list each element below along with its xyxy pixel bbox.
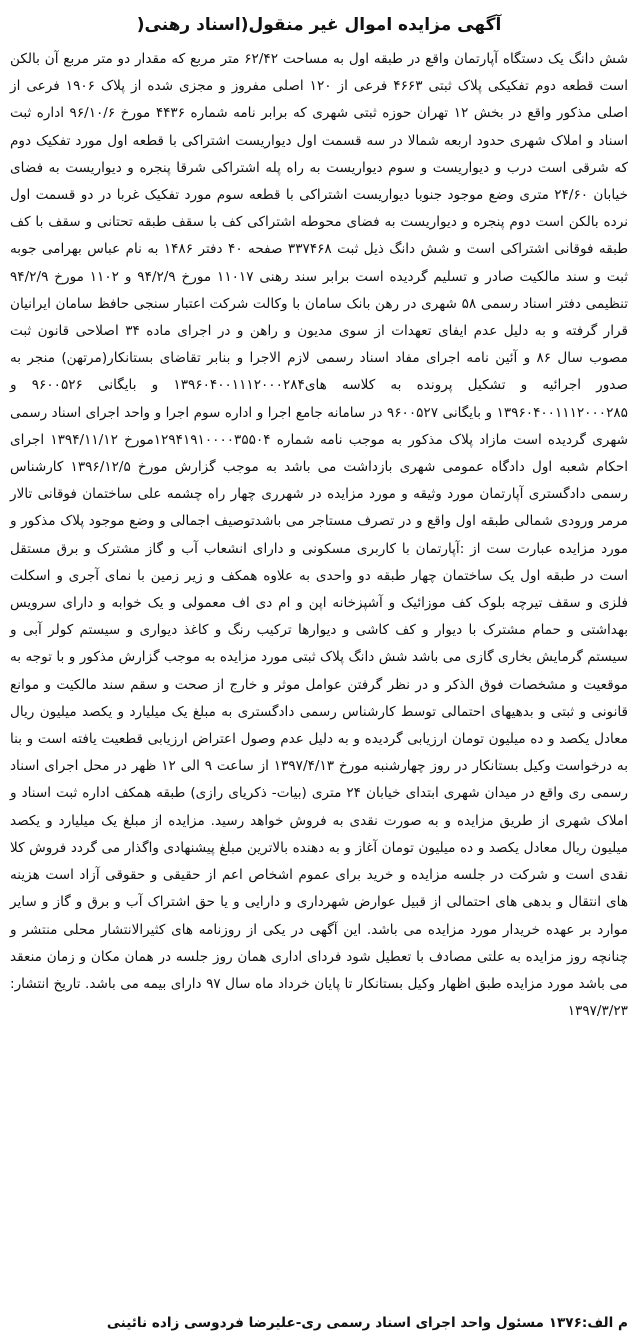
- notice-signature: م الف:۱۳۷۶ مسئول واحد اجرای اسناد رسمی ری-علیرضا فردوسی زاده نائینی: [106, 1315, 628, 1331]
- notice-title: آگهی مزایده اموال غیر منقول(اسناد رهنی(: [136, 15, 502, 35]
- notice-body: شش دانگ یک دستگاه آپارتمان واقع در طبقه اول به مساحت ۶۲/۴۲ متر مربع که مقدار دو متر مربع آن بالکن است قطعه دوم تفکیکی پلاک ثبتی ۴۶۶۳ فرعی از ۱۲۰ اصلی مفروز و مجزی شده از پلاک ۱۹۰۶ فرعی از اصلی مذکور واقع در بخش ۱۲ تهران حوزه ثبتی شهری که برابر نامه شماره ۴۴۳۶ مورخ ۹۶/۱۰/۶ اداره ثبت اسناد و املاک شهری حدود اربعه شمالا در سه قسمت اول دیواریست اشتراکی با قطعه اول مورد تفکیک دوم که شرقی است درب و دیواریست و سوم دیواریست به راه پله اشتراکی شرقا پنجره و دیواریست به فضای خیابان ۲۴/۶۰ متری وضع موجود جنوبا دیواریست اشتراکی با قطعه سوم مورد تفکیک غربا در دو قسمت اول نرده بالکن است دوم پنجره و دیواریست به فضای محوطه اشتراکی کف با سقف طبقه تحتانی و سقف با کف طبقه فوقانی اشتراکی است و شش دانگ ذیل ثبت ۳۳۷۴۶۸ صفحه ۴۰ دفتر ۱۴۸۶ به نام عباس بهرامی جوبه ثبت و سند مالکیت صادر و تسلیم گردیده است برابر سند رهنی ۱۱۰۱۷ مورخ ۹۴/۲/۹ و ۱۱۰۲ مورخ ۹۴/۲/۹ تنظیمی دفتر اسناد رسمی ۵۸ شهری در رهن بانک سامان با وکالت شرکت اعتبار سنجی حافظ سامان ایرانیان قرار گرفته و به دلیل عدم ایفای تعهدات از سوی مدیون و راهن و در اجرای ماده ۳۴ اصلاحی قانون ثبت مصوب سال ۸۶ و آئین نامه اجرای مفاد اسناد رسمی لازم الاجرا و بنابر تقاضای بستانکار(مرتهن) منجر به صدور اجرائیه و تشکیل پرونده به کلاسه های۱۳۹۶۰۴۰۰۱۱۱۲۰۰۰۲۸۴ و بایگانی ۹۶۰۰۵۲۶ و ۱۳۹۶۰۴۰۰۱۱۱۲۰۰۰۲۸۵ و بایگانی ۹۶۰۰۵۲۷ در سامانه جامع اجرا و اداره سوم اجرا و واحد اجرای اسناد رسمی شهری گردیده است مازاد پلاک مذکور به موجب نامه شماره ۱۲۹۴۱۹۱۰۰۰۰۳۵۵۰۴مورخ ۱۳۹۴/۱۱/۱۲ اجرای احکام شعبه اول دادگاه عمومی شهری بازداشت می باشد به موجب گزارش مورخ ۱۳۹۶/۱۲/۵ کارشناس رسمی دادگستری آپارتمان مورد وثیقه و مورد مزایده در شهرری چهار راه چشمه علی ساختمان فوقانی تالار مرمر ورودی شمالی طبقه اول واقع و در تصرف مستاجر می باشدتوصیف اجمالی و وضع موجود پلاک مذکور و مورد مزایده عبارت ست از :آپارتمان با کاربری مسکونی و دارای انشعاب آب و گاز مشترک و برق مستقل است در طبقه اول یک ساختمان چهار طبقه دو واحدی به علاوه همکف و زیر زمین با نمای آجری و اسکلت فلزی و سقف تیرچه بلوک کف موزائیک و آشپزخانه اپن و ام دی اف معمولی و یک خوابه و دارای سرویس بهداشتی و حمام مشترک با دیوار و کف کاشی و دیوارها ترکیب رنگ و کاغذ دیواری و سیستم کولر آبی و سیستم گرمایش بخاری گازی می باشد شش دانگ پلاک ثبتی مورد مزایده به موجب گزارش مذکور و با توجه به موقعیت و مشخصات فوق الذکر و در نظر گرفتن عوامل موثر و خارج از صحت و سقم سند مالکیت و موانع قانونی و ثبتی و بدهیهای احتمالی توسط کارشناس رسمی دادگستری به مبلغ یک میلیارد و یکصد میلیون ریال معادل یکصد و ده میلیون تومان ارزیابی گردیده و به دلیل عدم وصول اعتراض ارزیابی قطعیت یافته است و بنا به درخواست وکیل بستانکار در روز چهارشنبه مورخ ۱۳۹۷/۴/۱۳ از ساعت ۹ الی ۱۲ ظهر در محل اجرای اسناد رسمی ری واقع در میدان شهری ابتدای خیابان ۲۴ متری (بیات- ذکریای رازی) طبقه همکف اداره ثبت اسناد و املاک شهری از طریق مزایده و به صورت نقدی به فروش خواهد رسید. مزایده از مبلغ یک میلیارد و یکصد میلیون ریال معادل یکصد و ده میلیون تومان آغاز و به دهنده بالاترین مبلغ پیشنهادی واگذار می گردد فروش کلا نقدی است و شرکت در جلسه مزایده و خرید برای عموم اشخاص اعم از حقیقی و حقوقی آزاد است هزینه های انتقال و بدهی های احتمالی از قبیل عوارض شهرداری و دارایی و یا حق اشتراک آب و برق و گاز و سایر موارد بر عهده خریدار مورد مزایده می باشد. این آگهی در یکی از روزنامه های کثیرالانتشار محلی منتشر و چنانچه روز مزایده به علتی مصادف با تعطیل شود فردای اداری همان روز جلسه در همان مکان و زمان منعقد می باشد مورد مزایده طبق اظهار وکیل بستانکار تا پایان خرداد ماه سال ۹۷ دارای بیمه می باشد. تاریخ انتشار: ۱۳۹۷/۳/۲۳: [10, 51, 629, 1020]
